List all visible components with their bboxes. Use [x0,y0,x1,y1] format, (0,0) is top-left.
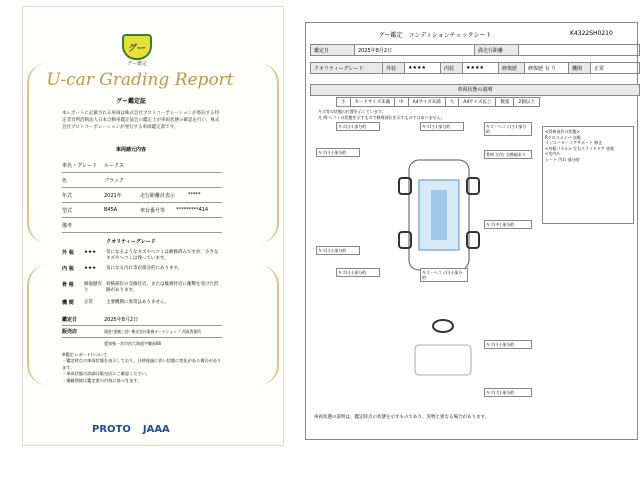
damage-box: キズ(中) 部分的 [484,220,532,229]
damage-box: キズ(小) 部分的 [420,122,464,131]
sheet-footnote: 車両状態の説明は、鑑定時点の状態を示すものであり、実物と異なる場合があります。 [314,415,490,420]
grade-exterior: 外 装 ★★★ 気になるようなキズやヘコミは補修済みですが、小さなキズやヘコミは残っています。 [62,250,219,261]
legend-text: キズ等の状態の位置を示しています。 凡 例 ヘコミの状態を示すもので修理部位を示すものではありません。 [318,109,445,120]
dealer-row: 販売店 頭金"金無三回" 株式会社業務オートショップ 西成貴業所 [62,326,222,338]
logo-label: グー鑑定 [126,61,147,67]
ornament-left-top [27,63,67,243]
proto-logo: PROTO [92,424,131,435]
spec-row: 車名・グレード ルークス [62,158,222,173]
spec-row: 備考 [62,218,222,233]
spec-table [62,158,222,233]
footer-logos [92,424,170,435]
damage-box: キズ(小) 部分的 [336,268,380,277]
jaaa-logo: JAAA [142,424,170,435]
grade-engine: 機 関 正常 主要機関に異常はありません。 [62,300,170,306]
spec-row: 年式 2021年 走行距離計表示 ***** [62,188,222,203]
grade-frame: 骨 格 修復歴有り 骨格部位の交換付近、または後端付近に衝撃を受けた形跡があります。 [62,282,219,293]
header-row-date: 鑑定日 2025年8月2日 満走行距離 [310,44,640,56]
header-row-grade: クオリティーグレード 外装 ★★★★ 内装 ★★★★ 修復歴 修復歴 有 り 機関 正常 [310,62,640,74]
report-title: U-car Grading Report [46,70,234,90]
sheet-title: グー鑑定 コンディションチェックシート [378,32,492,39]
damage-box: 骨格 左/右 交換痕あり [484,150,532,159]
report-notes: ※鑑定レポートについて ・鑑定時点の車両状態を表示しており、日時経過に伴い状態に変化がある場合があります。 ・車両状態の詳細は販売店にご確認ください。 ・掲載情報は鑑定書の内容に基づきます。 [62,352,222,383]
ornament-right-top [239,63,279,243]
damage-box: キズ・ヘコミ(小) 部分的 [420,268,468,282]
damage-box: キズ(小) 部分的 [484,340,532,349]
ornament-left-bottom [27,265,67,385]
reference-number: K4322SH0210 [570,30,613,37]
vehicle-condition-heading: 車両状態の説明 [310,84,640,96]
damage-box: キズ・ヘコミ(小) 部分的 [484,122,532,136]
spec-heading: 車両請元内容 [115,147,146,153]
ornament-right-bottom [239,265,279,385]
certificate-title: グー鑑定証 [115,98,146,105]
goo-logo-icon: グー [122,34,152,60]
intro-text: 本レポートに記載される車両は株式会社プロトコーポレーションが委託する特定非営利活動法人日本自動車鑑定協会の鑑定士が車両状態の確認を行い、株式会社プロトコーポレーションが発行する車両鑑定書です。 [62,111,220,130]
spec-row: 型式 B45A 車台番号等 *********414 [62,203,222,218]
condition-notes: <骨格部位の状態> Rクロスメンバ 交換 ラジエーターコアサポート 修正 <外板パネル> 左右スライドドア 塗装 <室内> シート 汚れ 部分的 [542,126,634,224]
spec-row: 色 ブラック [62,173,222,188]
appraisal-date-row: 鑑定日 2025年8月2日 [62,314,222,326]
dealer-address: 愛知県一宮市西大海道字郷前66 [104,341,162,346]
quality-heading: クオリティーグレード [106,239,156,245]
damage-box: キズ(大) 部分的 [484,388,532,397]
damage-size-legend: 小 カードサイズ未満 中 A4サイズ未満 大 A4サイズ以上 数量 2個以上 [336,97,540,107]
car-diagram [395,150,483,380]
damage-box: キズ(小) 部分的 [316,246,360,255]
damage-box: キズ(小) 部分的 [316,148,360,157]
grade-interior: 内 装 ★★★ 気になる汚れ等が部分的にあります。 [62,266,183,272]
damage-box: キズ(小) 部分的 [336,122,380,131]
